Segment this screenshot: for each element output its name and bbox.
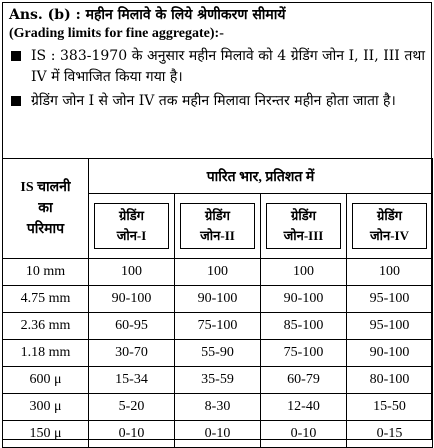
table-cell: 0-10 [175, 421, 261, 448]
table-cell: 60-79 [261, 367, 347, 394]
table-header-row [3, 159, 433, 194]
square-bullet-icon [11, 96, 21, 106]
sieve-size-cell: 600 μ [3, 367, 89, 394]
table-row [3, 286, 433, 313]
bullet-item [9, 91, 425, 112]
table-row [3, 394, 433, 421]
sieve-size-cell: 1.18 mm [3, 340, 89, 367]
table-cell: 60-95 [89, 313, 175, 340]
bullet-text: ग्रेडिंग जोन I से जोन IV तक महीन मिलावा निरन्तर महीन होता जाता है। [31, 93, 396, 109]
sieve-size-header: IS चालनी का परिमाप [3, 159, 89, 259]
table-cell: 100 [175, 259, 261, 286]
table-cell: 15-34 [89, 367, 175, 394]
table-row [3, 259, 433, 286]
table-cell: 80-100 [347, 367, 433, 394]
zone-header: ग्रेडिंग जोन-II [175, 194, 261, 259]
table-row [3, 340, 433, 367]
table-cell: 15-50 [347, 394, 433, 421]
table-cell: 55-90 [175, 340, 261, 367]
sieve-size-cell: 4.75 mm [3, 286, 89, 313]
table-cell: 100 [261, 259, 347, 286]
table-cell: 90-100 [261, 286, 347, 313]
table-cell: 5-20 [89, 394, 175, 421]
table-cell: 85-100 [261, 313, 347, 340]
answer-intro [3, 3, 431, 158]
table-cell: 75-100 [175, 313, 261, 340]
answer-subheading: (Grading limits for fine aggregate):- [9, 26, 224, 41]
bullet-item [9, 46, 425, 88]
table-cell: 90-100 [89, 286, 175, 313]
table-cell: 0-15 [347, 421, 433, 448]
sieve-size-cell: 10 mm [3, 259, 89, 286]
table-cell: 100 [89, 259, 175, 286]
table-cell: 95-100 [347, 286, 433, 313]
sieve-size-cell: 300 μ [3, 394, 89, 421]
passing-percent-header: पारित भार, प्रतिशत में [89, 159, 433, 194]
answer-page [2, 2, 432, 440]
zone-header: ग्रेडिंग जोन-IV [347, 194, 433, 259]
square-bullet-icon [11, 51, 21, 61]
table-cell: 8-30 [175, 394, 261, 421]
sieve-size-cell: 2.36 mm [3, 313, 89, 340]
answer-heading: Ans. (b) : महीन मिलावे के लिये श्रेणीकरण सीमायें [9, 7, 286, 23]
table-cell: 0-10 [261, 421, 347, 448]
table-cell: 12-40 [261, 394, 347, 421]
table-cell: 0-10 [89, 421, 175, 448]
table-cell: 100 [347, 259, 433, 286]
table-row [3, 421, 433, 448]
zone-header: ग्रेडिंग जोन-I [89, 194, 175, 259]
table-cell: 30-70 [89, 340, 175, 367]
table-cell: 75-100 [261, 340, 347, 367]
sieve-size-cell: 150 μ [3, 421, 89, 448]
table-row [3, 367, 433, 394]
table-cell: 90-100 [175, 286, 261, 313]
zone-header: ग्रेडिंग जोन-III [261, 194, 347, 259]
grading-limits-table [2, 158, 433, 448]
table-cell: 90-100 [347, 340, 433, 367]
bullet-text: IS : 383-1970 के अनुसार महीन मिलावे को 4 ग्रेडिंग जोन I, II, III तथा IV में विभाजित किया गया है। [31, 48, 425, 85]
table-cell: 35-59 [175, 367, 261, 394]
table-cell: 95-100 [347, 313, 433, 340]
table-row [3, 313, 433, 340]
